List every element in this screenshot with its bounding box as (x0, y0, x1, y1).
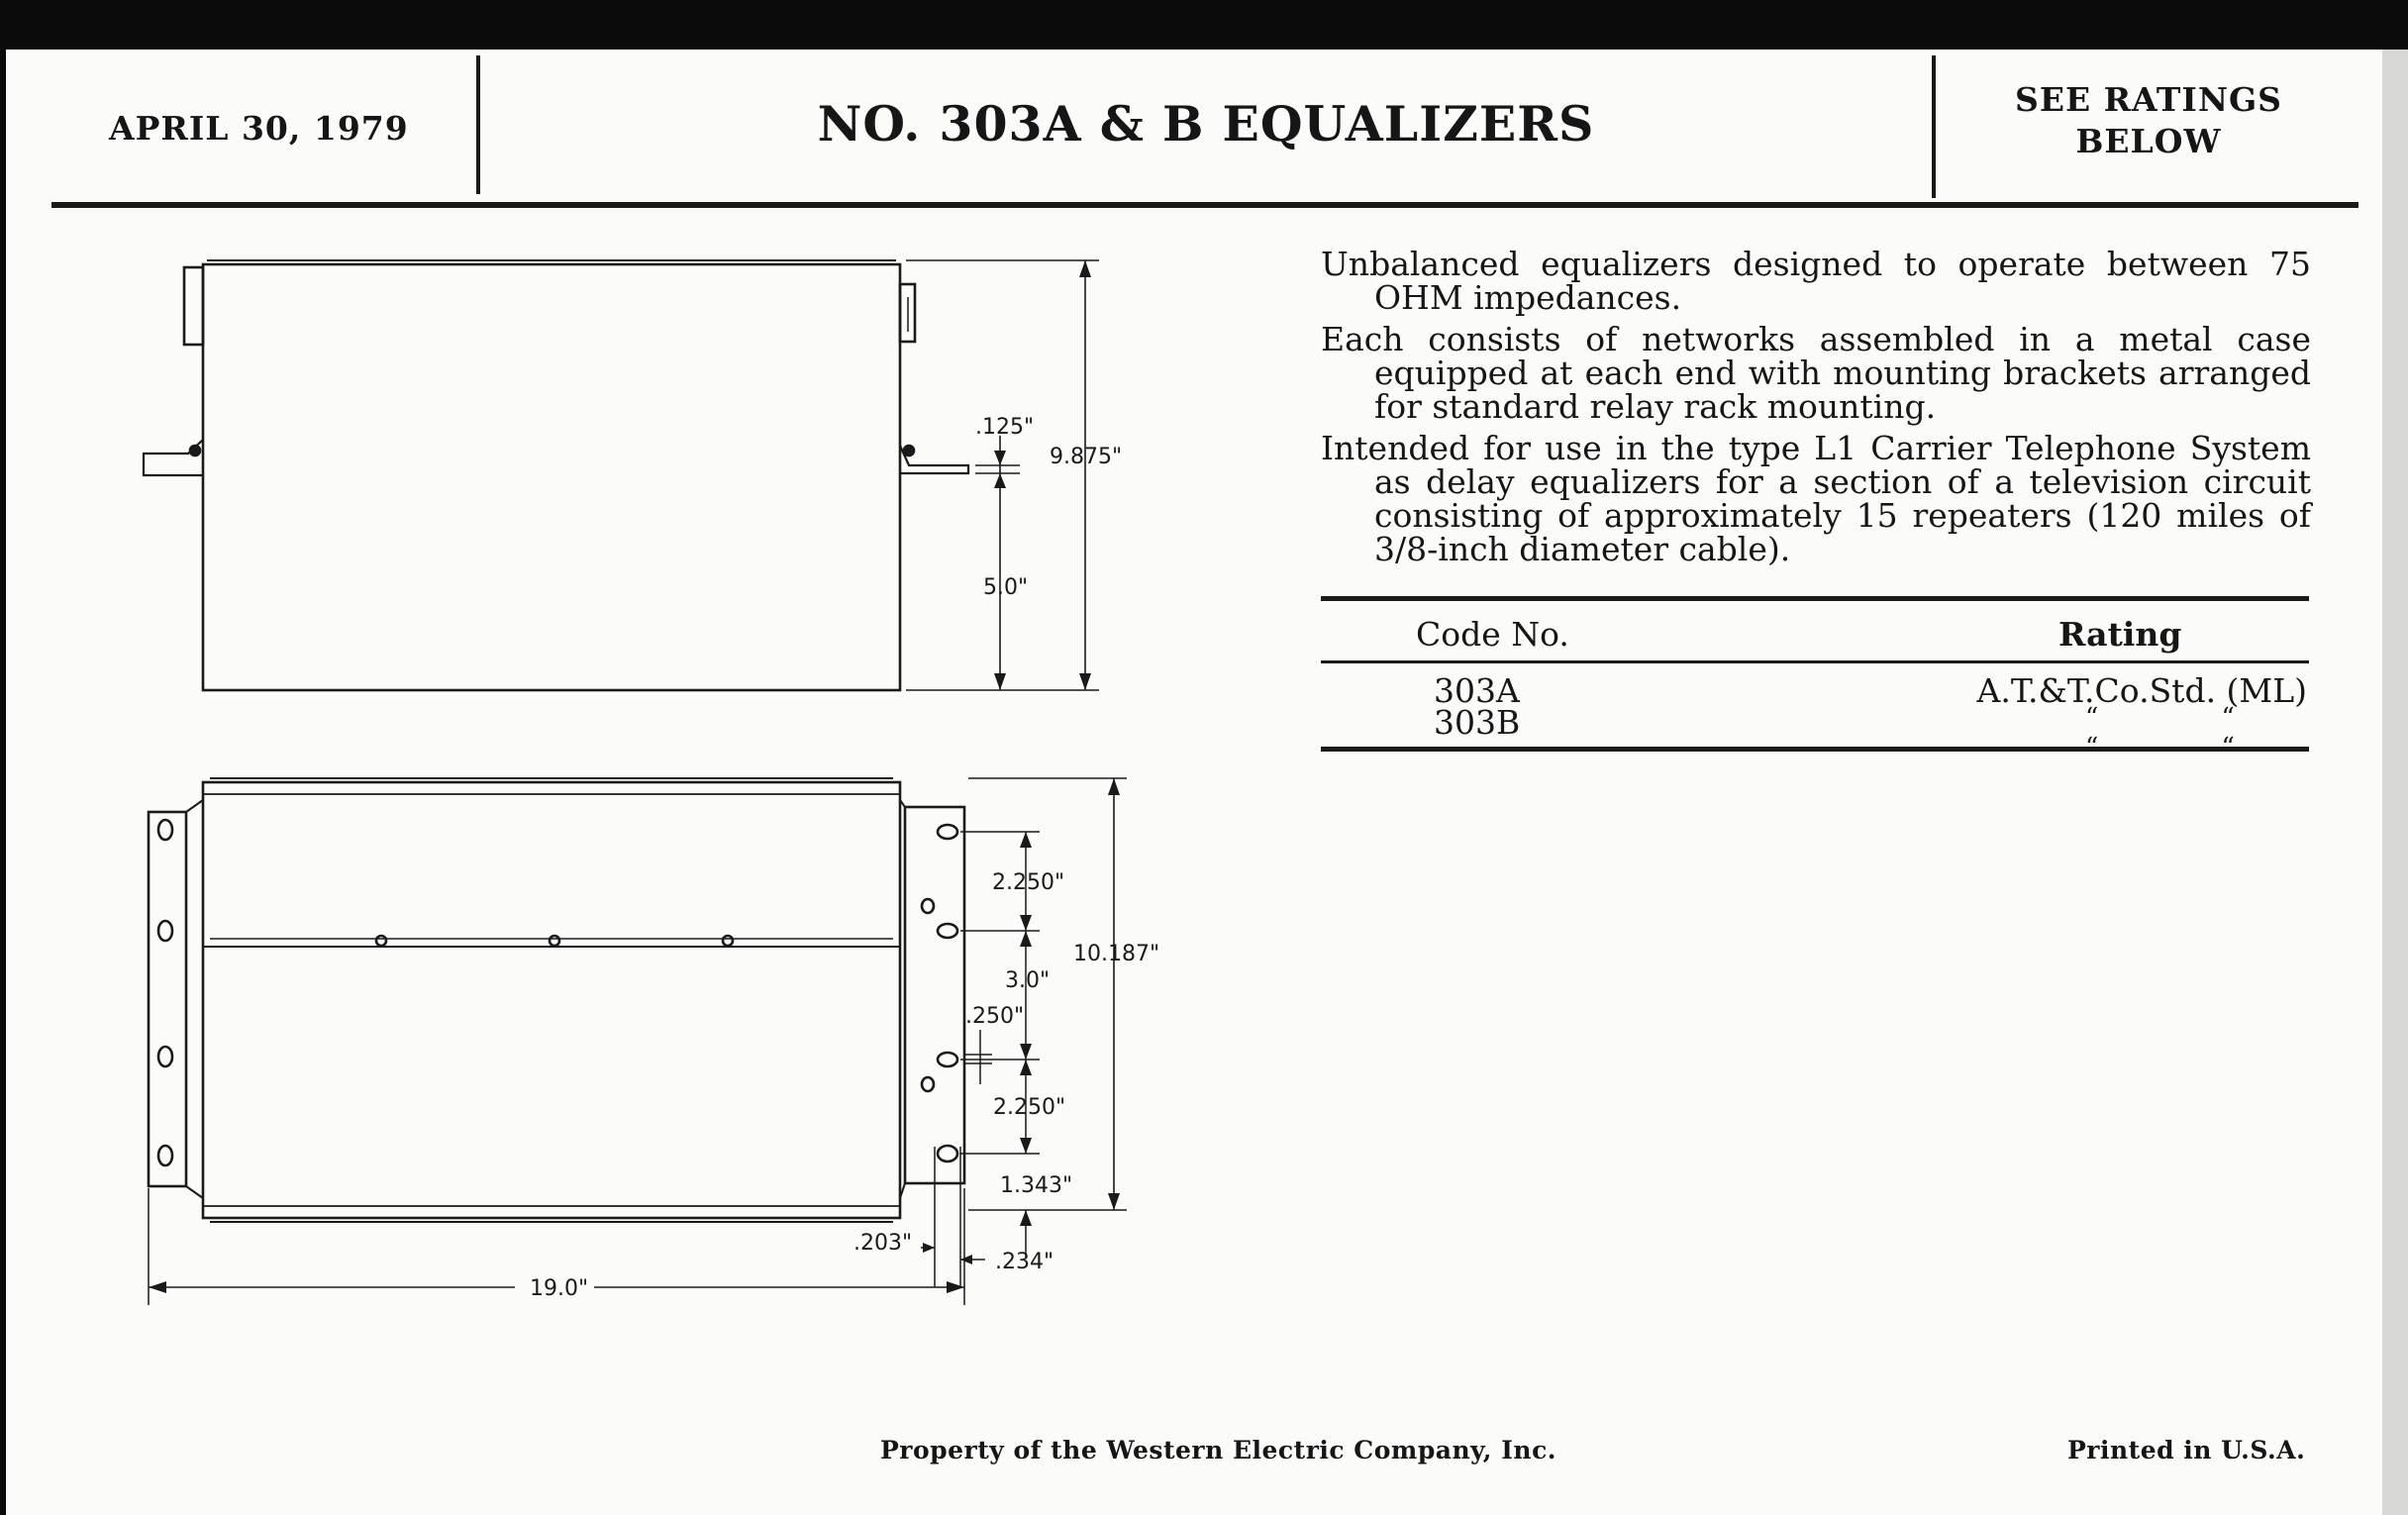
table-body (1321, 663, 2309, 762)
scan-edge (2382, 50, 2408, 1515)
table-row-2-rating: “ “ “ “ (2085, 703, 2292, 762)
front-view (149, 778, 1127, 1305)
footer-property: Property of the Western Electric Company, Inc. (880, 1436, 1557, 1464)
dim-bracket-thickness: .125" (975, 415, 1035, 440)
equalizer-drawing (0, 0, 1287, 1327)
page-title: NO. 303A & B EQUALIZERS (817, 95, 1595, 152)
dim-slot-edge: .203" (853, 1231, 913, 1256)
description-paragraph-2: Each consists of networks assembled in a metal case equipped at each end with mounting brackets arranged for standard relay rack mounting. (1321, 320, 2311, 426)
header-rating: Rating (2058, 615, 2182, 654)
table-row-2-code: 303B (1434, 703, 1521, 742)
header-see-ratings (1970, 79, 2327, 162)
ratings-table (1321, 596, 2309, 762)
dim-slot-height: .250" (965, 1004, 1025, 1029)
dim-hole-top: 2.250" (992, 870, 1065, 895)
dim-slot-width: .234" (995, 1250, 1054, 1274)
table-header (1321, 601, 2309, 660)
see-ratings-line2: BELOW (2075, 122, 2222, 160)
side-view (144, 260, 1099, 690)
description-paragraph-1: Unbalanced equalizers designed to operate between 75 OHM impedances. (1321, 245, 2311, 317)
header-divider-right (1932, 55, 1936, 198)
dim-side-height: 9.875" (1050, 445, 1123, 469)
dim-front-height: 10.187" (1073, 942, 1160, 966)
table-row-1-code: 303A (1434, 671, 1520, 710)
dim-hole-bottom: 2.250" (993, 1095, 1066, 1120)
dim-hole-mid: 3.0" (1005, 968, 1051, 993)
see-ratings-line1: SEE RATINGS (2014, 80, 2283, 119)
dim-bracket-height: 5.0" (983, 575, 1029, 600)
description-paragraph-3: Intended for use in the type L1 Carrier Telephone System as delay equalizers for a section of a television circuit consisting of approximately 15 repeaters (120 miles of 3/8-inch diameter cable). (1321, 429, 2311, 568)
dim-bottom-offset: 1.343" (1000, 1173, 1073, 1198)
footer-printed: Printed in U.S.A. (2067, 1436, 2306, 1464)
header-code-no: Code No. (1416, 615, 1569, 654)
header-date: APRIL 30, 1979 (109, 109, 409, 148)
dim-width-total: 19.0" (530, 1276, 589, 1301)
description (1321, 245, 2311, 574)
table-row-1-rating: A.T.&T.Co.Std. (ML) (1976, 671, 2307, 710)
